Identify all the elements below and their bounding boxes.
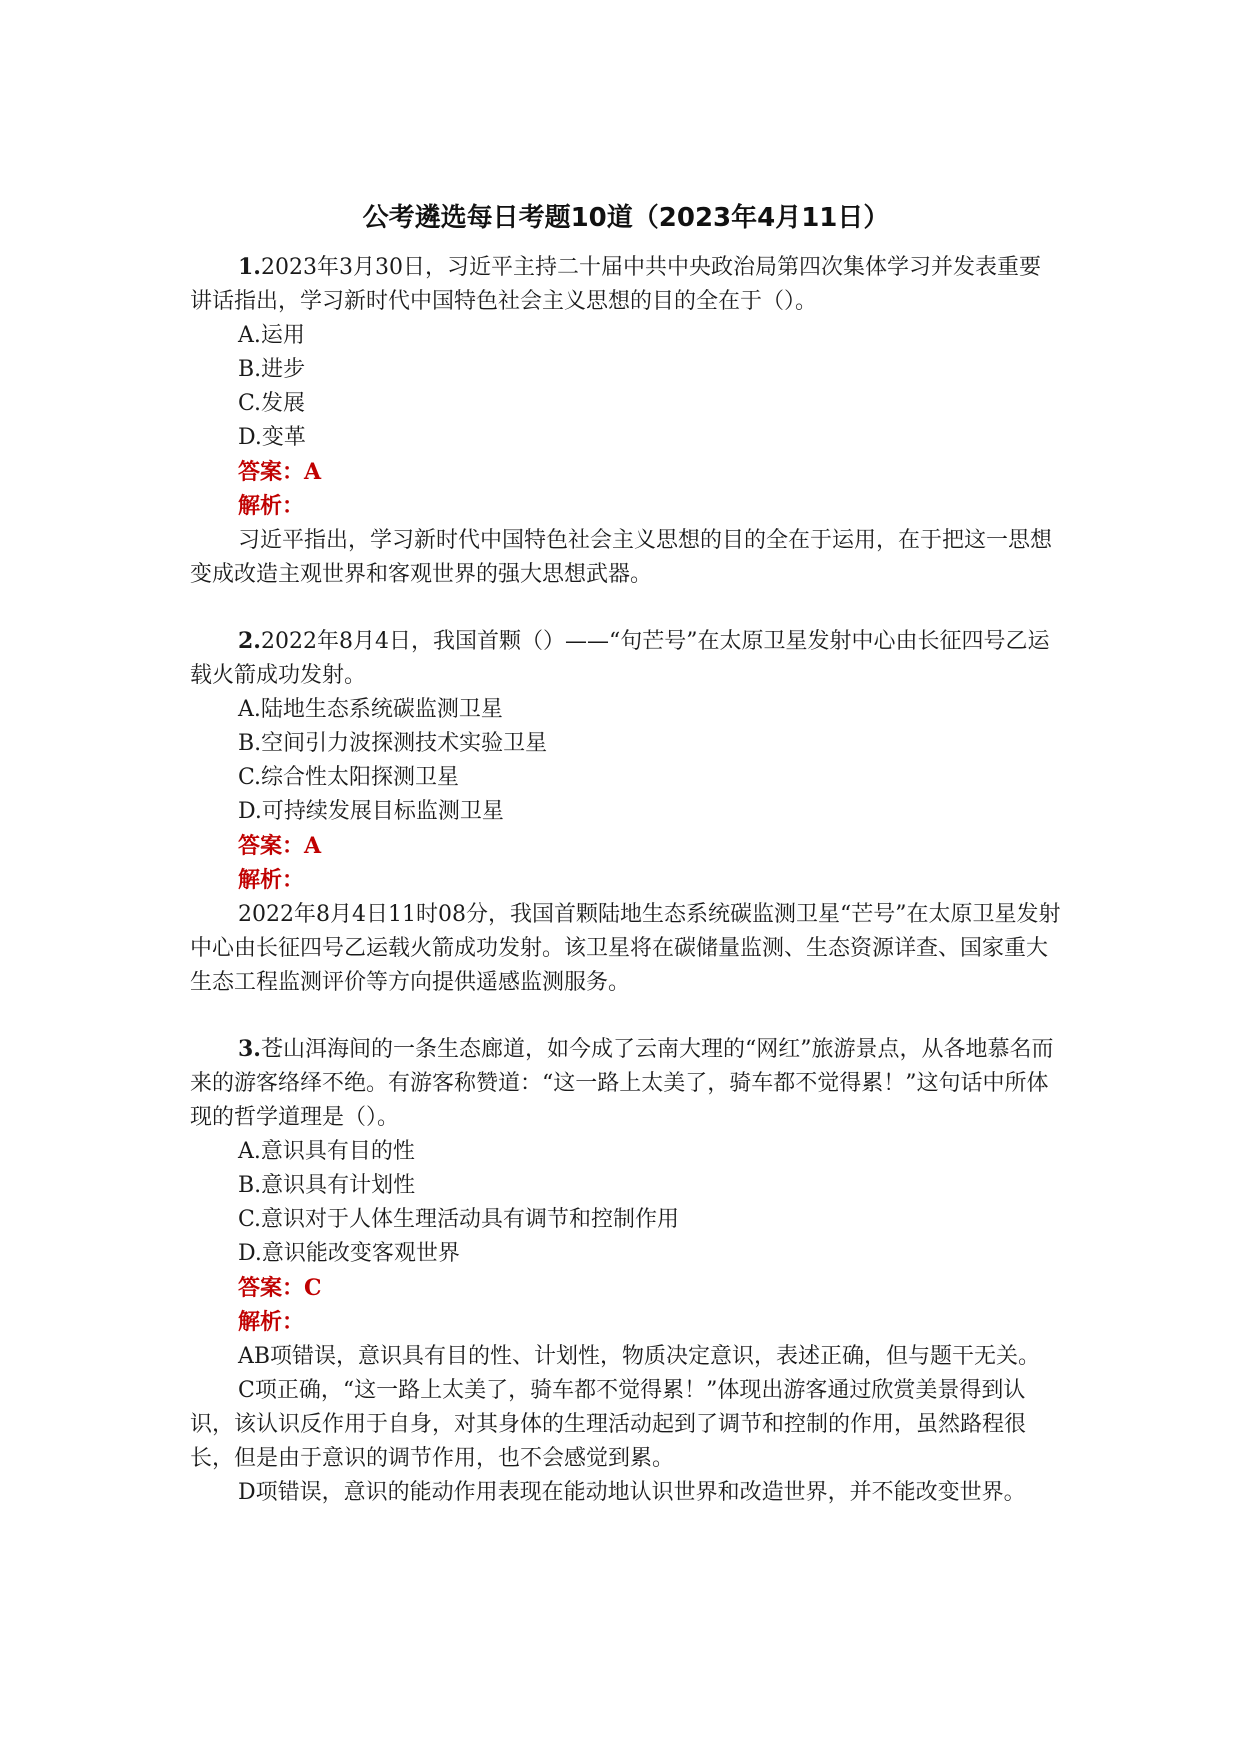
question-number: 1. — [238, 254, 261, 280]
analysis-text — [190, 524, 1062, 592]
document-title: 公考遴选每日考题10道（2023年4月11日） — [362, 203, 890, 233]
option-c: C.综合性太阳探测卫星 — [238, 765, 460, 790]
answer-label: 答案： — [238, 834, 305, 859]
option-b: B.意识具有计划性 — [238, 1173, 416, 1198]
answer-value: A — [304, 833, 322, 859]
option-list — [190, 319, 1062, 455]
option-a: A.运用 — [238, 323, 305, 348]
option-c: C.发展 — [238, 391, 306, 416]
answer-value: A — [304, 459, 322, 485]
analysis-label: 解析： — [238, 494, 305, 519]
question-text — [190, 624, 1062, 693]
analysis-paragraph: D项错误，意识的能动作用表现在能动地认识世界和改造世界，并不能改变世界。 — [238, 1480, 1026, 1505]
question-stem: 2023年3月30日，习近平主持二十届中共中央政治局第四次集体学习并发表重要讲话指出，学习新时代中国特色社会主义思想的目的全在于（）。 — [190, 255, 1041, 314]
option-a: A.陆地生态系统碳监测卫星 — [238, 697, 503, 722]
analysis-label: 解析： — [238, 1310, 305, 1335]
analysis-paragraph: C项正确，“这一路上太美了，骑车都不觉得累！”体现出游客通过欣赏美景得到认识，该认识反作用于自身，对其身体的生理活动起到了调节和控制的作用，虽然路程很长，但是由于意识的调节作用，也不会感觉到累。 — [190, 1378, 1027, 1471]
question-2 — [190, 624, 1062, 1000]
question-stem: 苍山洱海间的一条生态廊道，如今成了云南大理的“网红”旅游景点，从各地慕名而来的游客络绎不绝。有游客称赞道：“这一路上太美了，骑车都不觉得累！”这句话中所体现的哲学道理是（）。 — [190, 1037, 1054, 1130]
question-number: 3. — [238, 1036, 261, 1062]
option-c: C.意识对于人体生理活动具有调节和控制作用 — [238, 1207, 680, 1232]
answer-value: C — [304, 1275, 322, 1301]
answer-label: 答案： — [238, 460, 305, 485]
question-text — [190, 250, 1062, 319]
analysis-paragraph: 习近平指出，学习新时代中国特色社会主义思想的目的全在于运用，在于把这一思想变成改造主观世界和客观世界的强大思想武器。 — [190, 528, 1053, 587]
option-list — [190, 1135, 1062, 1271]
analysis-paragraph: AB项错误，意识具有目的性、计划性，物质决定意识，表述正确，但与题干无关。 — [238, 1344, 1041, 1369]
option-b: B.进步 — [238, 357, 306, 382]
analysis-text — [190, 898, 1062, 1000]
question-text — [190, 1032, 1062, 1135]
analysis-text — [190, 1340, 1062, 1510]
answer-label: 答案： — [238, 1276, 305, 1301]
analysis-label: 解析： — [238, 868, 305, 893]
answer-line — [190, 1271, 1062, 1306]
question-stem: 2022年8月4日，我国首颗（）——“句芒号”在太原卫星发射中心由长征四号乙运载火箭成功发射。 — [190, 629, 1050, 688]
answer-line — [190, 829, 1062, 864]
option-d: D.意识能改变客观世界 — [238, 1241, 460, 1266]
option-d: D.可持续发展目标监测卫星 — [238, 799, 504, 824]
question-3 — [190, 1032, 1062, 1510]
option-list — [190, 693, 1062, 829]
question-1 — [190, 250, 1062, 592]
answer-line — [190, 455, 1062, 490]
analysis-paragraph: 2022年8月4日11时08分，我国首颗陆地生态系统碳监测卫星“芒号”在太原卫星发射中心由长征四号乙运载火箭成功发射。该卫星将在碳储量监测、生态资源详查、国家重大生态工程监测评价等方向提供遥感监测服务。 — [190, 902, 1061, 995]
option-b: B.空间引力波探测技术实验卫星 — [238, 731, 548, 756]
question-number: 2. — [238, 628, 261, 654]
option-a: A.意识具有目的性 — [238, 1139, 415, 1164]
document-page — [190, 200, 1062, 1542]
option-d: D.变革 — [238, 425, 306, 450]
